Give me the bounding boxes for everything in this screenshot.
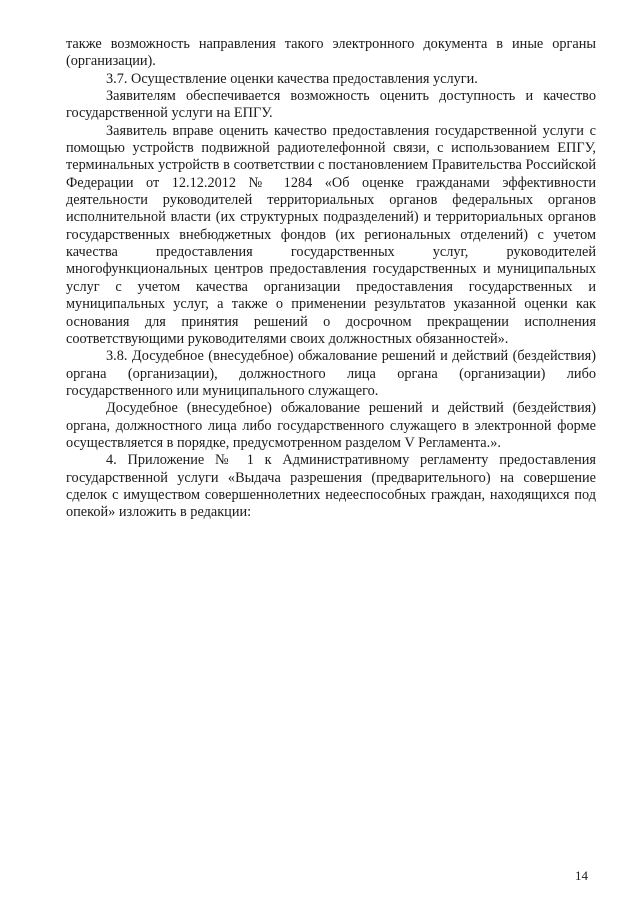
document-body <box>66 36 596 522</box>
paragraph-item-4: 4. Приложение № 1 к Административному регламенту предоставления государственной услуги «Выдача разрешения (предварительного) на совершение сделок с имуществом совершеннолетних недееспособных граждан, находящихся под опекой» изложить в редакции: <box>66 452 596 521</box>
paragraph-continuation: также возможность направления такого электронного документа в иные органы (организации). <box>66 36 596 70</box>
paragraph-appeal-procedure: Досудебное (внесудебное) обжалование решений и действий (бездействия) органа, должностного лица либо государственного служащего в электронной форме осуществляется в порядке, предусмотренном разделом V Регламента.». <box>66 400 596 451</box>
paragraph-section-3-8: 3.8. Досудебное (внесудебное) обжалование решений и действий (бездействия) органа (организации), должностного лица органа (организации) либо государственного или муниципального служащего. <box>66 348 596 399</box>
paragraph-section-3-7: 3.7. Осуществление оценки качества предоставления услуги. <box>106 70 478 87</box>
paragraph-epgu-assessment: Заявителям обеспечивается возможность оценить доступность и качество государственной услуги на ЕПГУ. <box>66 88 596 122</box>
page-number: 14 <box>575 868 588 883</box>
paragraph-assessment-methods: Заявитель вправе оценить качество предоставления государственной услуги с помощью устройств подвижной радиотелефонной связи, с использованием ЕПГУ, терминальных устройств в соответствии с постановлением Правительства Российской Федерации от 12.12.2012 № 1284 «Об оценке гражданами эффективности деятельности руководителей территориальных органов федеральных органов исполнительной власти (их структурных подразделений) и территориальных органов государственных внебюджетных фондов (их региональных отделений) с учетом качества предоставления государственных услуг, руководителей многофункциональных центров предоставления государственных и муниципальных услуг с учетом качества организации предоставления государственных и муниципальных услуг, а также о применении результатов указанной оценки как основания для принятия решений о досрочном прекращении исполнения соответствующими руководителями своих должностных обязанностей». <box>66 122 596 347</box>
